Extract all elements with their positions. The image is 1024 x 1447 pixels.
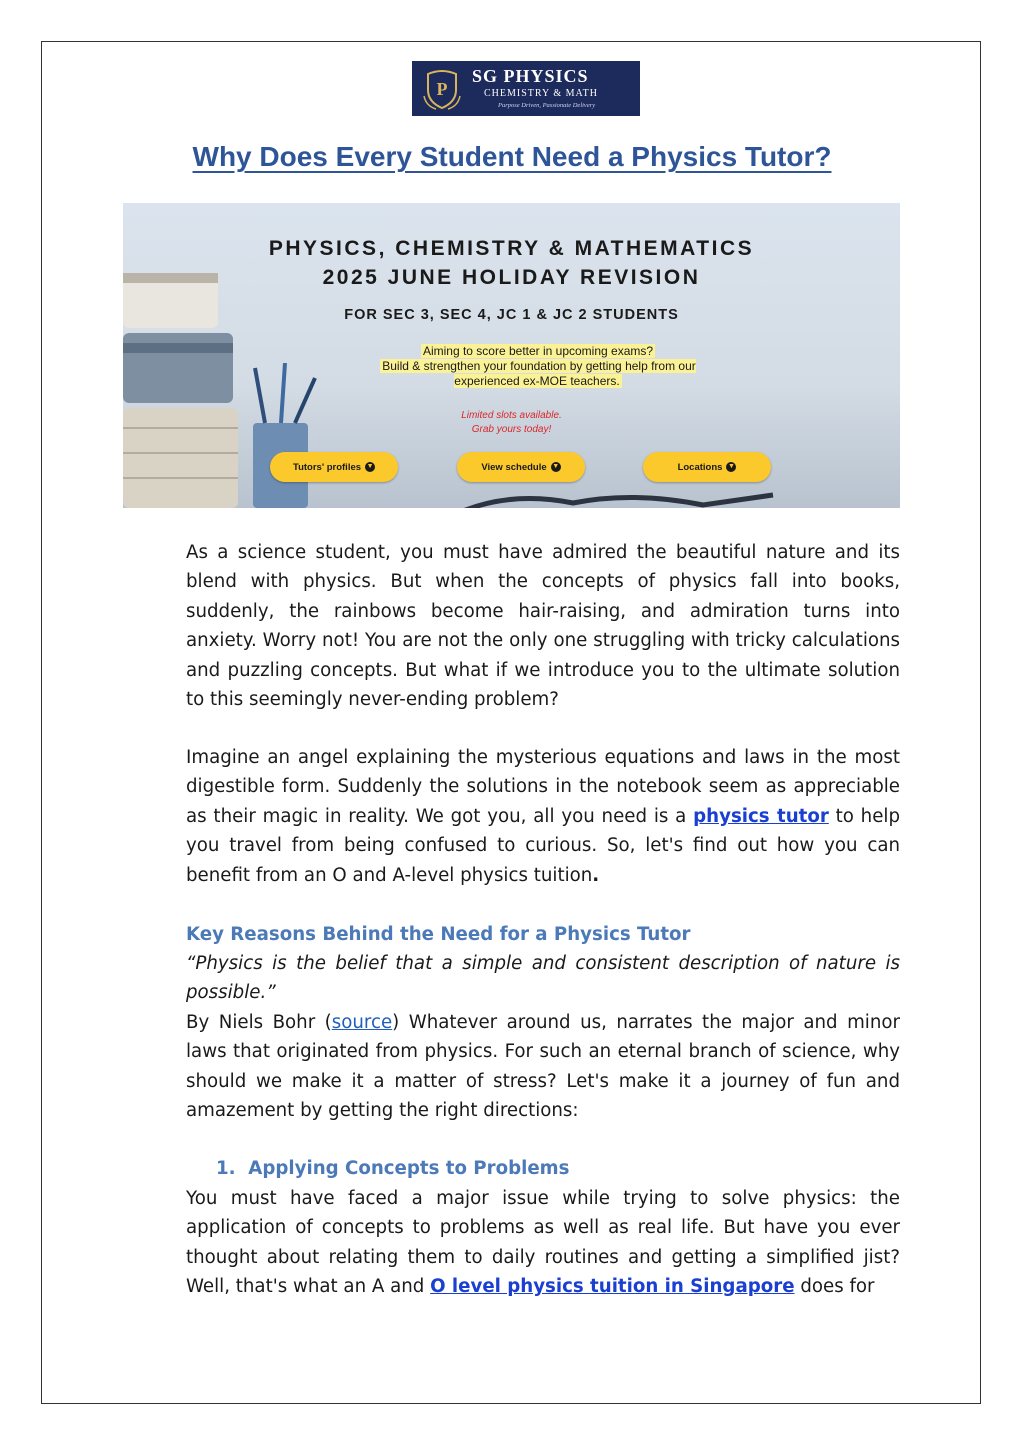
view-schedule-button[interactable] — [457, 452, 585, 482]
limited-line-1: Limited slots available. — [461, 410, 562, 421]
limited-line-2: Grab yours today! — [471, 424, 552, 435]
banner-audience: FOR SEC 3, SEC 4, JC 1 & JC 2 STUDENTS — [344, 307, 679, 323]
promo-banner[interactable] — [123, 203, 900, 508]
banner-callout — [362, 344, 714, 389]
locations-button[interactable] — [643, 452, 771, 482]
tutor-paragraph-text: Imagine an angel explaining the mysterious equations and laws in the most digestible form. Suddenly the solutions in the notebook seem as appreciable as their magic in reality. We got you, all you need is a — [186, 747, 900, 827]
list-item-heading — [216, 1154, 569, 1183]
shield-icon — [422, 66, 462, 111]
locations-label: Locations — [677, 461, 723, 473]
concepts-paragraph-text-2: does for — [794, 1276, 875, 1298]
banner-limited-notice — [123, 409, 900, 437]
chevron-down-icon: ▼ — [366, 463, 374, 470]
callout-line-1: Aiming to score better in upcoming exams? — [422, 344, 654, 358]
concepts-paragraph — [186, 1184, 900, 1302]
books-illustration — [123, 263, 243, 508]
physics-tutor-link[interactable]: physics tutor — [693, 805, 829, 827]
section-heading-key-reasons: Key Reasons Behind the Need for a Physics Tutor — [186, 924, 691, 945]
list-heading-text: Applying Concepts to Problems — [248, 1158, 570, 1179]
list-number: 1. — [216, 1158, 236, 1179]
brand-logo[interactable] — [412, 61, 640, 116]
brand-tagline: Purpose Driven, Passionate Delivery — [498, 102, 596, 109]
banner-heading-revision: 2025 JUNE HOLIDAY REVISION — [322, 266, 701, 289]
shield-letter: P — [436, 79, 448, 99]
concepts-paragraph-text: You must have faced a major issue while trying to solve physics: the application of concepts to problems as well as real life. But have you ever thought about relating them to daily routines and getting a simplified jist? Well, that's what an A and — [186, 1188, 900, 1298]
bohr-paragraph-text: By Niels Bohr ( — [186, 1011, 332, 1033]
brand-title: SG PHYSICS — [472, 66, 589, 86]
bohr-quote: “Physics is the belief that a simple and consistent description of nature is possible.” — [186, 953, 900, 1004]
tutor-paragraph-text-2: to help you travel from being confused to curious. So, let's find out how you can benefit from an O and A-level physics tuition — [186, 805, 900, 886]
page-title[interactable]: Why Does Every Student Need a Physics Tutor? — [192, 141, 832, 172]
tutors-profiles-label: Tutors' profiles — [292, 461, 362, 473]
callout-line-2: Build & strengthen your foundation by getting help from our experienced ex-MOE teachers. — [382, 359, 696, 388]
banner-heading-subjects: PHYSICS, CHEMISTRY & MATHEMATICS — [268, 237, 755, 260]
view-schedule-label: View schedule — [481, 461, 547, 473]
bohr-paragraph-text-2: ) Whatever around us, narrates the major and minor laws that originated from physics. For such an eternal branch of science, why should we make it a matter of stress? Let's make it a journey of fun and amazement by getting the right directions: — [186, 1011, 900, 1122]
tutors-profiles-button[interactable] — [270, 452, 398, 482]
chevron-down-icon: ▼ — [727, 463, 735, 470]
tutor-paragraph — [186, 743, 900, 890]
source-link[interactable]: source — [331, 1011, 393, 1033]
tutor-paragraph-end: . — [592, 864, 600, 886]
brand-subtitle: CHEMISTRY & MATH — [484, 88, 598, 99]
bohr-paragraph — [186, 949, 900, 1125]
chevron-down-icon: ▼ — [552, 463, 560, 470]
o-level-tuition-link[interactable]: O level physics tuition in Singapore — [430, 1276, 795, 1298]
glasses-illustration — [453, 491, 783, 508]
intro-paragraph: As a science student, you must have admired the beautiful nature and its blend with physics. But when the concepts of physics fall into books, suddenly, the rainbows become hair-raising, and admiration turns into anxiety. Worry not! You are not the only one struggling with tricky calculations and puzzling concepts. But what if we introduce you to the ultimate solution to this seemingly never-ending problem? — [186, 542, 900, 711]
